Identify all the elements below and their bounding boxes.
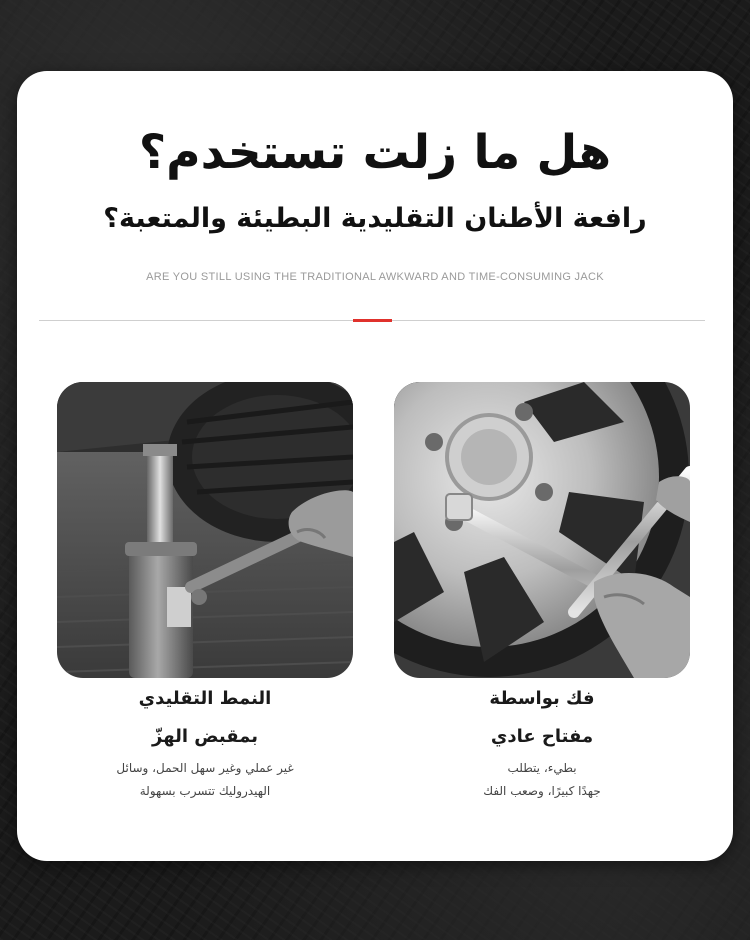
traditional-jack-title-line2: بمقبض الهزّ: [152, 726, 258, 747]
traditional-jack-desc-line2: الهيدروليك تتسرب بسهولة: [139, 784, 271, 798]
lug-wrench-desc-line1: بطيء، يتطلب: [507, 761, 577, 775]
content-card: [17, 71, 733, 861]
bottle-jack-photo: [57, 382, 353, 678]
divider-accent: [353, 319, 392, 322]
lug-wrench-title-line2: مفتاح عادي: [490, 726, 594, 747]
page-title: هل ما زلت تستخدم؟: [138, 125, 612, 180]
lug-wrench-title-line1: فك بواسطة: [489, 688, 595, 709]
traditional-jack-title-line1: النمط التقليدي: [138, 688, 272, 709]
page-subtitle: رافعة الأطنان التقليدية البطيئة والمتعبة؟: [103, 203, 647, 234]
lug-wrench-desc-line2: جهدًا كبيرًا، وصعب الفك: [483, 784, 601, 798]
lug-wrench-photo: [394, 382, 690, 678]
english-caption: ARE YOU STILL USING THE TRADITIONAL AWKWARD AND TIME-CONSUMING JACK: [146, 271, 604, 283]
traditional-jack-desc-line1: غير عملي وغير سهل الحمل، وسائل: [116, 761, 294, 775]
